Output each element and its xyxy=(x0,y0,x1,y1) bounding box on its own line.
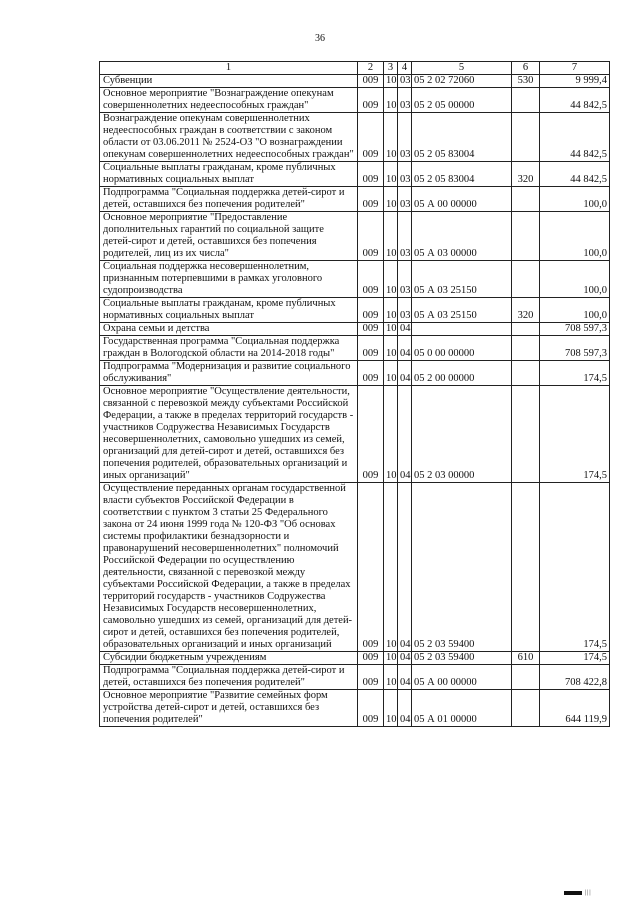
cell-sec: 10 xyxy=(384,261,398,298)
header-cell: 6 xyxy=(512,62,540,75)
cell-sum: 644 119,9 xyxy=(540,690,610,727)
cell-adm: 009 xyxy=(358,483,384,652)
cell-code: 05 А 03 25150 xyxy=(412,298,512,323)
cell-code: 05 А 00 00000 xyxy=(412,665,512,690)
cell-sec: 10 xyxy=(384,483,398,652)
cell-name: Подпрограмма "Социальная поддержка детей-сирот и детей, оставшихся без попечения родителей" xyxy=(100,665,358,690)
cell-adm: 009 xyxy=(358,361,384,386)
table-row xyxy=(100,187,610,212)
cell-adm: 009 xyxy=(358,652,384,665)
cell-sum: 100,0 xyxy=(540,261,610,298)
cell-vr xyxy=(512,361,540,386)
cell-name: Государственная программа "Социальная поддержка граждан в Вологодской области на 2014-2018 годы" xyxy=(100,336,358,361)
table-row xyxy=(100,113,610,162)
scan-barcode-mark xyxy=(564,891,582,895)
cell-vr xyxy=(512,690,540,727)
table-row xyxy=(100,483,610,652)
header-cell: 7 xyxy=(540,62,610,75)
cell-name: Субсидии бюджетным учреждениям xyxy=(100,652,358,665)
cell-sec: 10 xyxy=(384,298,398,323)
cell-sec: 10 xyxy=(384,187,398,212)
cell-adm: 009 xyxy=(358,187,384,212)
cell-name: Основное мероприятие "Осуществление деятельности, связанной с перевозкой между субъектами Российской Федерации, а также в пределах территорий государств - участников Содружества Независимых Государств несовершеннолетних, самовольно ушедших из семей, организаций для детей-сирот и детей, оставшихся без попечения родителей, образовательных организаций и иных организаций" xyxy=(100,386,358,483)
cell-adm: 009 xyxy=(358,323,384,336)
cell-vr xyxy=(512,386,540,483)
cell-vr: 320 xyxy=(512,298,540,323)
scan-barcode-ticks: ||| xyxy=(585,890,592,896)
cell-code: 05 2 02 72060 xyxy=(412,75,512,88)
cell-vr xyxy=(512,665,540,690)
cell-code: 05 А 01 00000 xyxy=(412,690,512,727)
cell-sub: 04 xyxy=(398,323,412,336)
cell-sum: 44 842,5 xyxy=(540,88,610,113)
header-cell: 2 xyxy=(358,62,384,75)
cell-adm: 009 xyxy=(358,298,384,323)
cell-sub: 04 xyxy=(398,652,412,665)
cell-code: 05 2 03 00000 xyxy=(412,386,512,483)
cell-sec: 10 xyxy=(384,361,398,386)
table-row xyxy=(100,336,610,361)
cell-sub: 03 xyxy=(398,187,412,212)
cell-code: 05 2 03 59400 xyxy=(412,483,512,652)
cell-adm: 009 xyxy=(358,261,384,298)
cell-sec: 10 xyxy=(384,336,398,361)
cell-sum: 708 422,8 xyxy=(540,665,610,690)
table-row xyxy=(100,212,610,261)
cell-sec: 10 xyxy=(384,690,398,727)
cell-sum: 708 597,3 xyxy=(540,336,610,361)
cell-sec: 10 xyxy=(384,88,398,113)
cell-sec: 10 xyxy=(384,212,398,261)
cell-sub: 03 xyxy=(398,162,412,187)
cell-vr xyxy=(512,113,540,162)
cell-sum: 100,0 xyxy=(540,298,610,323)
cell-code: 05 0 00 00000 xyxy=(412,336,512,361)
cell-name: Вознаграждение опекунам совершеннолетних недееспособных граждан в соответствии с законом области от 03.06.2011 № 2524-ОЗ "О вознаграждении опекунам совершеннолетних недееспособных граждан" xyxy=(100,113,358,162)
cell-vr xyxy=(512,261,540,298)
cell-name: Подпрограмма "Социальная поддержка детей-сирот и детей, оставшихся без попечения родителей" xyxy=(100,187,358,212)
header-cell: 5 xyxy=(412,62,512,75)
cell-adm: 009 xyxy=(358,386,384,483)
table-row xyxy=(100,75,610,88)
cell-adm: 009 xyxy=(358,690,384,727)
header-row xyxy=(100,62,610,75)
cell-name: Подпрограмма "Модернизация и развитие социального обслуживания" xyxy=(100,361,358,386)
cell-code: 05 2 05 83004 xyxy=(412,113,512,162)
cell-sum: 174,5 xyxy=(540,386,610,483)
table-row xyxy=(100,298,610,323)
header-cell: 3 xyxy=(384,62,398,75)
cell-code: 05 А 03 00000 xyxy=(412,212,512,261)
cell-vr: 320 xyxy=(512,162,540,187)
cell-sum: 9 999,4 xyxy=(540,75,610,88)
cell-code: 05 А 00 00000 xyxy=(412,187,512,212)
cell-vr xyxy=(512,212,540,261)
cell-sub: 03 xyxy=(398,298,412,323)
cell-sec: 10 xyxy=(384,665,398,690)
cell-sum: 44 842,5 xyxy=(540,162,610,187)
table-row xyxy=(100,162,610,187)
cell-sub: 04 xyxy=(398,336,412,361)
cell-vr: 610 xyxy=(512,652,540,665)
page-number: 36 xyxy=(315,33,325,44)
cell-code: 05 2 05 00000 xyxy=(412,88,512,113)
cell-name: Социальная поддержка несовершеннолетним, признанным потерпевшими в рамках уголовного судопроизводства xyxy=(100,261,358,298)
cell-code: 05 А 03 25150 xyxy=(412,261,512,298)
table-row xyxy=(100,652,610,665)
cell-sec: 10 xyxy=(384,162,398,187)
cell-sub: 03 xyxy=(398,88,412,113)
cell-name: Основное мероприятие "Вознаграждение опекунам совершеннолетних недееспособных граждан" xyxy=(100,88,358,113)
cell-name: Основное мероприятие "Развитие семейных форм устройства детей-сирот и детей, оставшихся без попечения родителей" xyxy=(100,690,358,727)
cell-sec: 10 xyxy=(384,386,398,483)
cell-sum: 100,0 xyxy=(540,212,610,261)
cell-sub: 03 xyxy=(398,212,412,261)
cell-sum: 174,5 xyxy=(540,361,610,386)
cell-adm: 009 xyxy=(358,88,384,113)
cell-sum: 44 842,5 xyxy=(540,113,610,162)
cell-sub: 03 xyxy=(398,113,412,162)
cell-vr xyxy=(512,187,540,212)
cell-name: Социальные выплаты гражданам, кроме публичных нормативных социальных выплат xyxy=(100,162,358,187)
cell-name: Охрана семьи и детства xyxy=(100,323,358,336)
cell-adm: 009 xyxy=(358,162,384,187)
cell-name: Основное мероприятие "Предоставление дополнительных гарантий по социальной защите детей-сирот и детей, оставшихся без попечения родителей, лиц из их числа" xyxy=(100,212,358,261)
cell-code: 05 2 00 00000 xyxy=(412,361,512,386)
cell-adm: 009 xyxy=(358,113,384,162)
cell-sub: 04 xyxy=(398,483,412,652)
cell-sub: 04 xyxy=(398,690,412,727)
table-row xyxy=(100,361,610,386)
cell-code xyxy=(412,323,512,336)
cell-code: 05 2 05 83004 xyxy=(412,162,512,187)
cell-vr xyxy=(512,336,540,361)
table-row xyxy=(100,323,610,336)
cell-vr xyxy=(512,88,540,113)
cell-sec: 10 xyxy=(384,113,398,162)
cell-sum: 174,5 xyxy=(540,483,610,652)
cell-code: 05 2 03 59400 xyxy=(412,652,512,665)
cell-sub: 03 xyxy=(398,75,412,88)
cell-sub: 04 xyxy=(398,386,412,483)
cell-sum: 100,0 xyxy=(540,187,610,212)
cell-sub: 03 xyxy=(398,261,412,298)
cell-name: Социальные выплаты гражданам, кроме публичных нормативных социальных выплат xyxy=(100,298,358,323)
cell-vr xyxy=(512,323,540,336)
budget-table xyxy=(99,61,610,727)
cell-sec: 10 xyxy=(384,323,398,336)
cell-sec: 10 xyxy=(384,75,398,88)
table-row xyxy=(100,690,610,727)
cell-adm: 009 xyxy=(358,212,384,261)
table-row xyxy=(100,261,610,298)
cell-adm: 009 xyxy=(358,336,384,361)
cell-vr: 530 xyxy=(512,75,540,88)
header-cell: 1 xyxy=(100,62,358,75)
table-row xyxy=(100,665,610,690)
cell-adm: 009 xyxy=(358,665,384,690)
cell-name: Субвенции xyxy=(100,75,358,88)
table-row xyxy=(100,386,610,483)
cell-vr xyxy=(512,483,540,652)
cell-sum: 708 597,3 xyxy=(540,323,610,336)
cell-sub: 04 xyxy=(398,361,412,386)
cell-sec: 10 xyxy=(384,652,398,665)
cell-adm: 009 xyxy=(358,75,384,88)
cell-name: Осуществление переданных органам государственной власти субъектов Российской Федерации в соответствии с пунктом 3 статьи 25 Федерального закона от 24 июня 1999 года № 120-ФЗ "Об основах системы профилактики безнадзорности и правонарушений несовершеннолетних" полномочий Российской Федерации по осуществлению деятельности, связанной с перевозкой между субъектами Российской Федерации, а также в пределах территорий государств - участников Содружества Независимых Государств несовершеннолетних, самовольно ушедших из семей, организаций для детей-сирот и детей, оставшихся без попечения родителей, образовательных организаций и иных организаций xyxy=(100,483,358,652)
cell-sub: 04 xyxy=(398,665,412,690)
header-cell: 4 xyxy=(398,62,412,75)
cell-sum: 174,5 xyxy=(540,652,610,665)
table-row xyxy=(100,88,610,113)
